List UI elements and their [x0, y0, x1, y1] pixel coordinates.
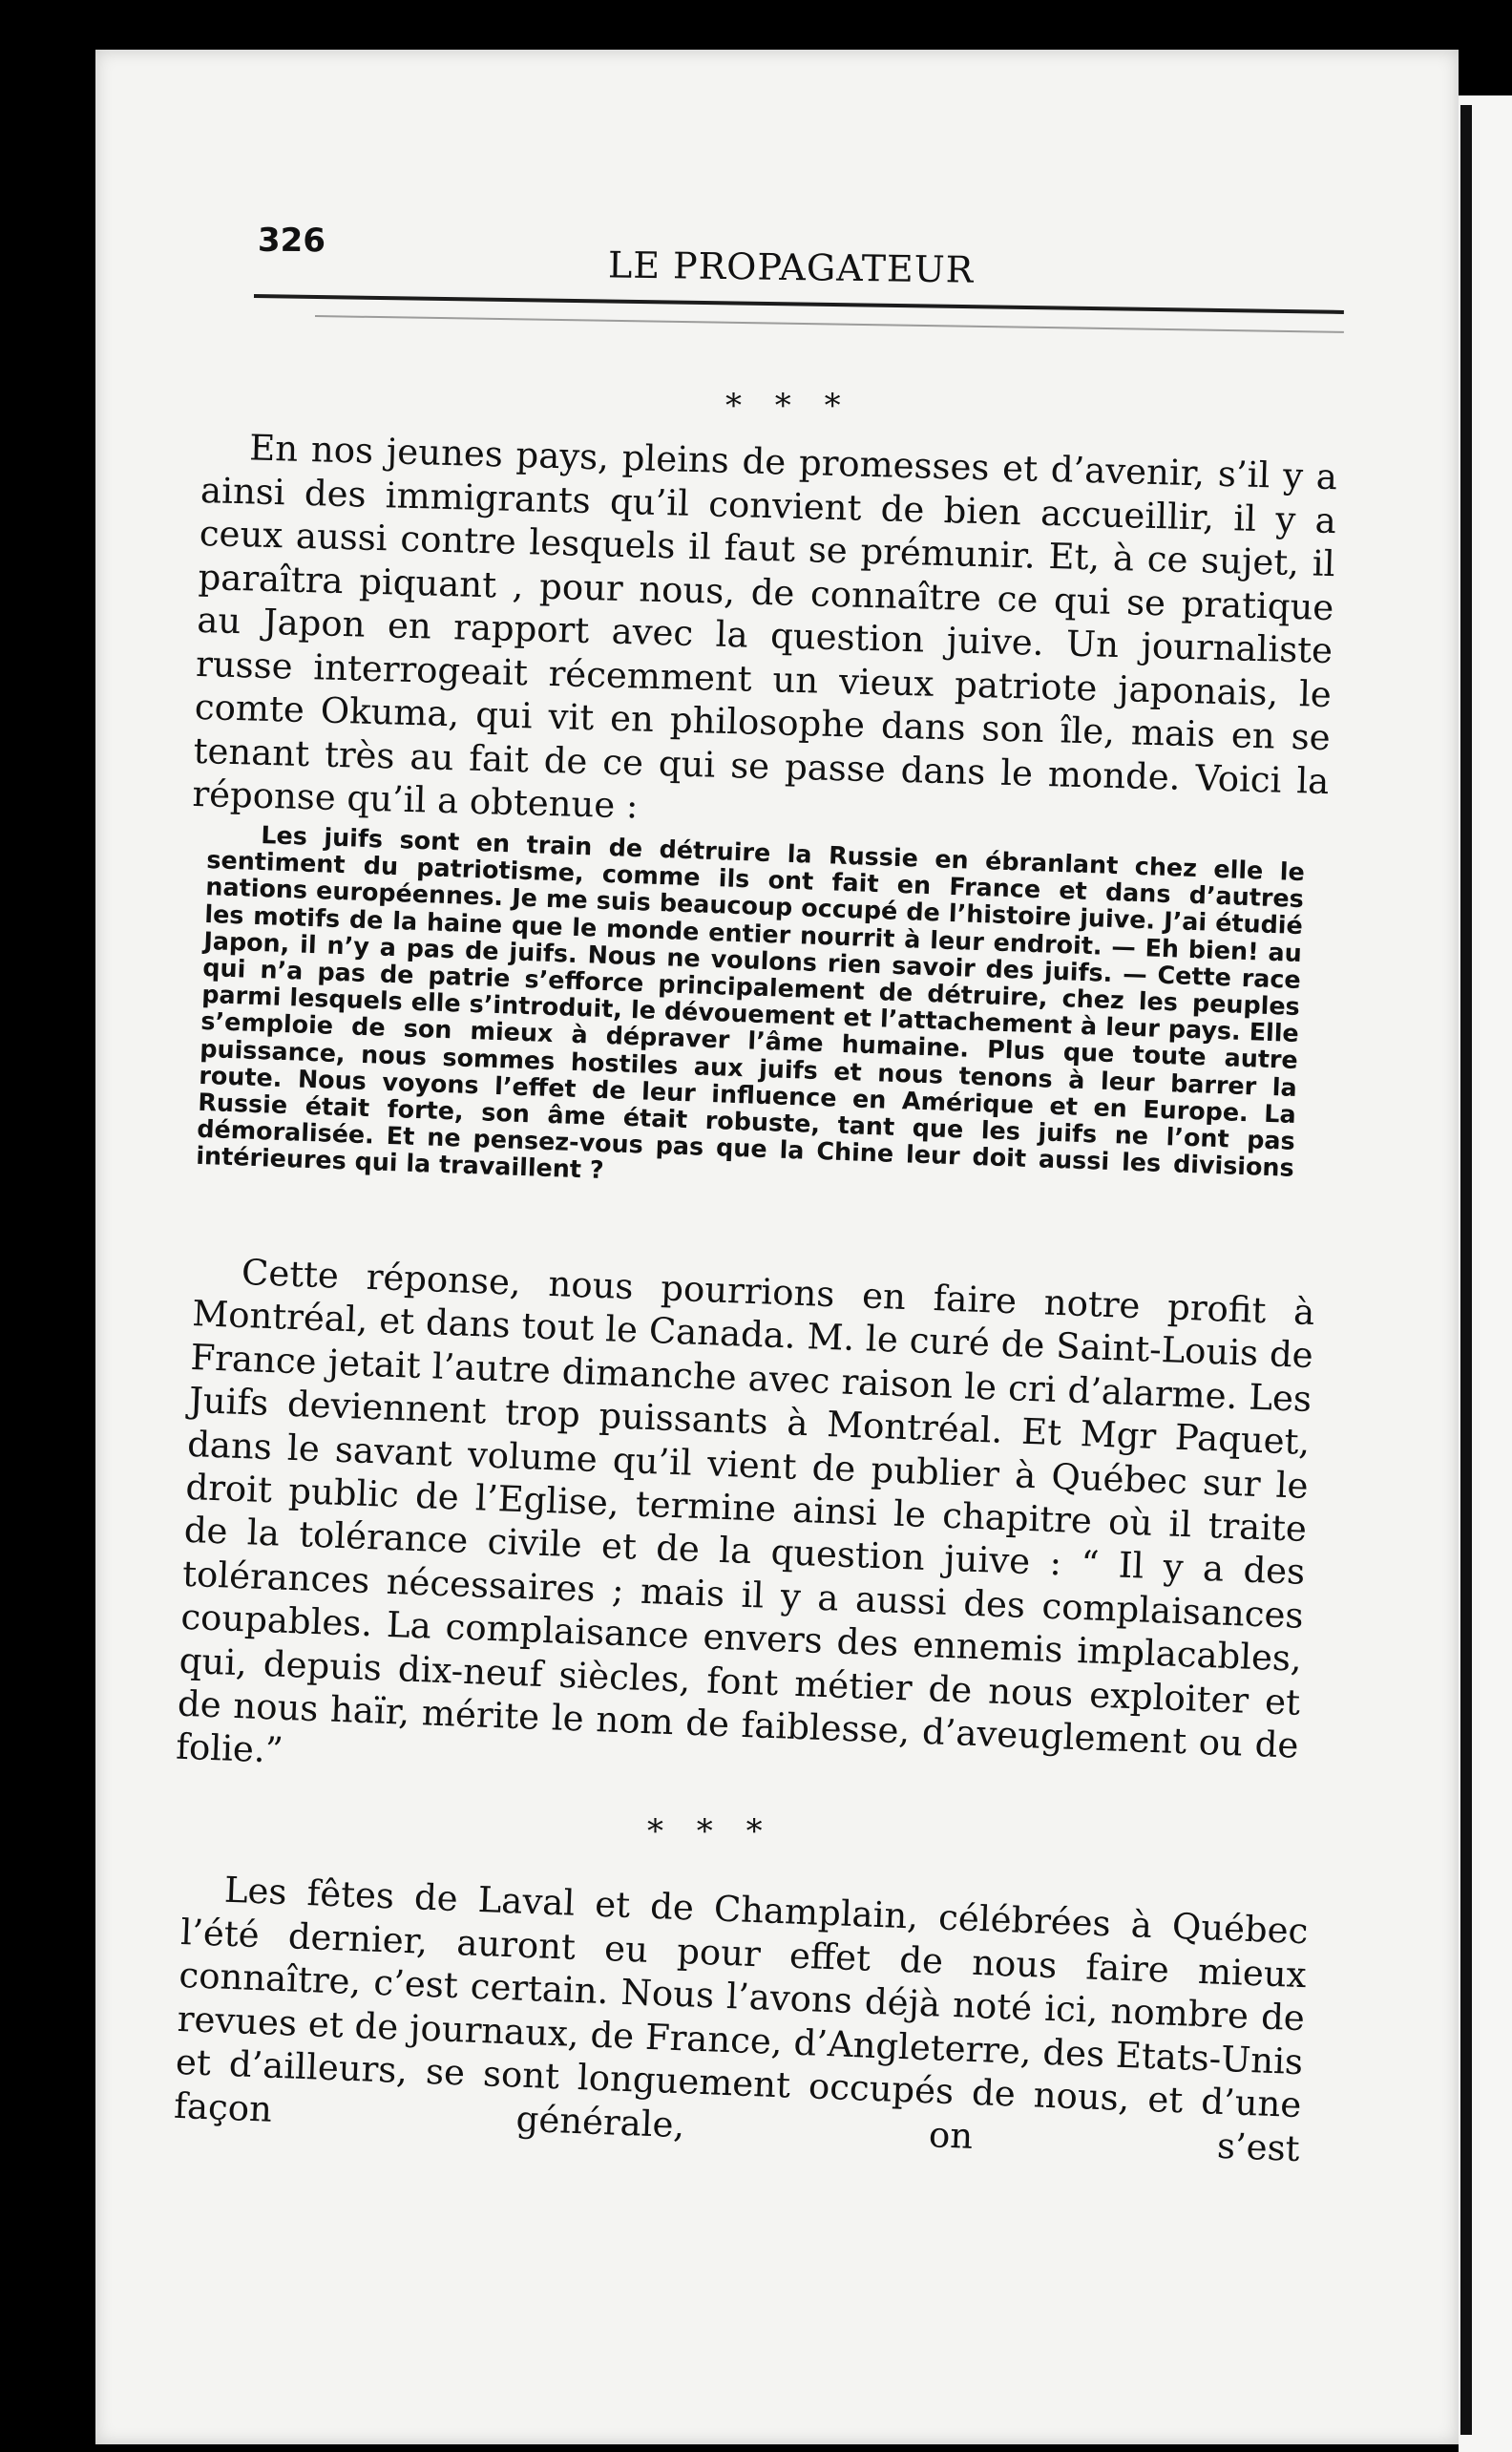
section-break-stars-2: * * * [647, 1812, 774, 1850]
paragraph-intro-text: En nos jeunes pays, pleins de promesses et d’avenir, s’il y a ainsi des immigrants qu’il convient de bien accueillir, il y a ceux aussi contre lesquels il faut se prémunir. Et, à ce sujet, il paraîtra piquant , pour nous, de connaître ce qui se pratique au Japon en rapport avec la question juive. Un journaliste russe interrogeait récemment un vieux patriote japonais, le comte Okuma, qui vit en philosophe dans son île, mais en se tenant très au fait de ce qui se passe dans le monde. Voici la réponse qu’il a obtenue : [191, 427, 1338, 827]
paragraph-laval-champlain [173, 1867, 1309, 2171]
paragraph-intro [192, 425, 1338, 847]
paragraph-montreal [176, 1249, 1316, 1811]
page-gutter-shadow [1460, 105, 1472, 2435]
paragraph-montreal-text: Cette réponse, nous pourrions en faire notre profit à Montréal, et dans tout le Canada. M. le curé de Saint-Louis de France jetait l’autre dimanche avec raison le cri d’alarme. Les Juifs deviennent trop puissants à Montréal. Et Mgr Paquet, dans le savant volume qu’il vient de publier à Québec sur le droit public de l’Eglise, termine ainsi le chapitre où il traite de la tolérance civile et de la question juive : “ Il y a des tolérances nécessaires ; mais il y a aussi des complaisances coupables. La complaisance envers des ennemis implacables, qui, depuis dix-neuf siècles, font métier de nous exploiter et de nous haïr, mérite le nom de faiblesse, d’aveuglement ou de folie.” [175, 1251, 1316, 1772]
journal-title: LE PROPAGATEUR [607, 243, 975, 291]
page-number: 326 [257, 221, 326, 261]
okuma-quotation [196, 819, 1305, 1209]
section-break-stars: * * * [725, 387, 852, 425]
okuma-quotation-text: Les juifs sont en train de détruire la Russie en ébranlant chez elle le sentiment du patriotisme, comme ils ont fait en France et dans d’autres nations européennes. Je me suis beaucoup occupé de l’histoire juive. J’ai étudié les motifs de la haine que le monde entier nourrit à leur endroit. — Eh bien! au Japon, il n’y a pas de juifs. Nous ne voulons rien savoir des juifs. — Cette race qui n’a pas de patrie s’efforce principalement de détruire, chez les peuples parmi lesquels elle s’introduit, le dévouement et l’attachement à leur pays. Elle s’emploie de son mieux à dépraver l’âme humaine. Plus que toute autre puissance, nous sommes hostiles aux juifs et nous tenons à leur barrer la route. Nous voyons l’effet de leur influence en Amérique et en Europe. La Russie était forte, son âme était robuste, tant que les juifs ne l’ont pas démoralisée. Et ne pensez-vous pas que la Chine leur doit aussi les divisions intérieures qui la travaillent ? [195, 820, 1306, 1185]
paragraph-laval-champlain-text: Les fêtes de Laval et de Champlain, célébrées à Québec l’été dernier, auront eu pour effet de nous faire mieux connaître, c’est certain. Nous l’avons déjà noté ici, nombre de revues et de journaux, de France, d’Angleterre, des Etats-Unis et d’ailleurs, se sont longuement occupés de nous, et d’une façon générale, on s’est [173, 1869, 1310, 2170]
